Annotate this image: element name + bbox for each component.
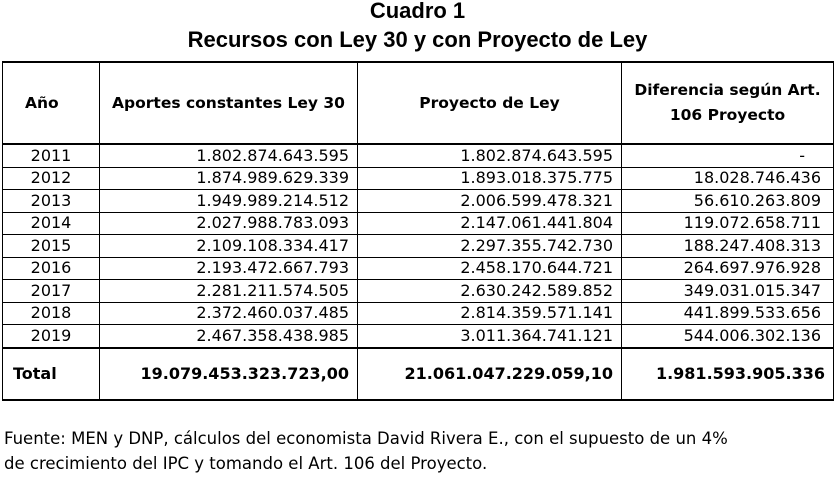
table-row	[3, 167, 834, 190]
table-row	[3, 257, 834, 280]
header-aportes-ley-30: Aportes constantes Ley 30	[100, 62, 358, 144]
total-row	[3, 348, 834, 400]
table-row	[3, 190, 834, 213]
cell-proyecto: 2.006.599.478.321	[358, 190, 622, 213]
header-proyecto-de-ley: Proyecto de Ley	[358, 62, 622, 144]
cell-proyecto: 1.802.874.643.595	[358, 144, 622, 167]
cell-proyecto: 2.147.061.441.804	[358, 212, 622, 235]
cell-proyecto: 3.011.364.741.121	[358, 325, 622, 348]
cell-year: 2016	[3, 257, 100, 280]
cell-aportes: 2.467.358.438.985	[100, 325, 358, 348]
total-label: Total	[3, 348, 100, 400]
resources-table	[2, 61, 834, 401]
cell-diferencia: 18.028.746.436	[622, 167, 834, 190]
header-row	[3, 62, 834, 144]
cell-proyecto: 2.630.242.589.852	[358, 280, 622, 303]
header-year: Año	[3, 62, 100, 144]
cell-aportes: 1.874.989.629.339	[100, 167, 358, 190]
cell-year: 2013	[3, 190, 100, 213]
cell-aportes: 2.109.108.334.417	[100, 235, 358, 258]
cell-proyecto: 2.458.170.644.721	[358, 257, 622, 280]
cell-aportes: 1.949.989.214.512	[100, 190, 358, 213]
total-diferencia: 1.981.593.905.336	[622, 348, 834, 400]
cell-proyecto: 2.297.355.742.730	[358, 235, 622, 258]
cell-diferencia: 349.031.015.347	[622, 280, 834, 303]
source-note-line-2: de crecimiento del IPC y tomando el Art. 106 del Proyecto.	[4, 454, 488, 473]
cell-year: 2014	[3, 212, 100, 235]
total-aportes: 19.079.453.323.723,00	[100, 348, 358, 400]
table-row	[3, 235, 834, 258]
total-proyecto: 21.061.047.229.059,10	[358, 348, 622, 400]
cell-year: 2015	[3, 235, 100, 258]
cell-year: 2019	[3, 325, 100, 348]
cell-aportes: 2.281.211.574.505	[100, 280, 358, 303]
table-row	[3, 280, 834, 303]
table-row	[3, 144, 834, 167]
cell-diferencia: 544.006.302.136	[622, 325, 834, 348]
cell-aportes: 2.027.988.783.093	[100, 212, 358, 235]
table-row	[3, 212, 834, 235]
header-diferencia: Diferencia según Art. 106 Proyecto	[622, 62, 834, 144]
cell-year: 2012	[3, 167, 100, 190]
cell-diferencia: 264.697.976.928	[622, 257, 834, 280]
table-row	[3, 302, 834, 325]
cell-diferencia: 441.899.533.656	[622, 302, 834, 325]
cell-aportes: 2.193.472.667.793	[100, 257, 358, 280]
cell-diferencia: 188.247.408.313	[622, 235, 834, 258]
cell-proyecto: 2.814.359.571.141	[358, 302, 622, 325]
cell-diferencia: -	[622, 144, 834, 167]
cell-diferencia: 119.072.658.711	[622, 212, 834, 235]
cell-year: 2018	[3, 302, 100, 325]
cell-aportes: 2.372.460.037.485	[100, 302, 358, 325]
cell-aportes: 1.802.874.643.595	[100, 144, 358, 167]
table-title: Cuadro 1	[369, 0, 466, 23]
source-note	[4, 426, 832, 476]
cell-year: 2011	[3, 144, 100, 167]
table-row	[3, 325, 834, 348]
table-subtitle: Recursos con Ley 30 y con Proyecto de Ley	[187, 27, 648, 52]
cell-proyecto: 1.893.018.375.775	[358, 167, 622, 190]
source-note-line-1: Fuente: MEN y DNP, cálculos del economista David Rivera E., con el supuesto de un 4%	[4, 429, 728, 448]
cell-diferencia: 56.610.263.809	[622, 190, 834, 213]
cell-year: 2017	[3, 280, 100, 303]
